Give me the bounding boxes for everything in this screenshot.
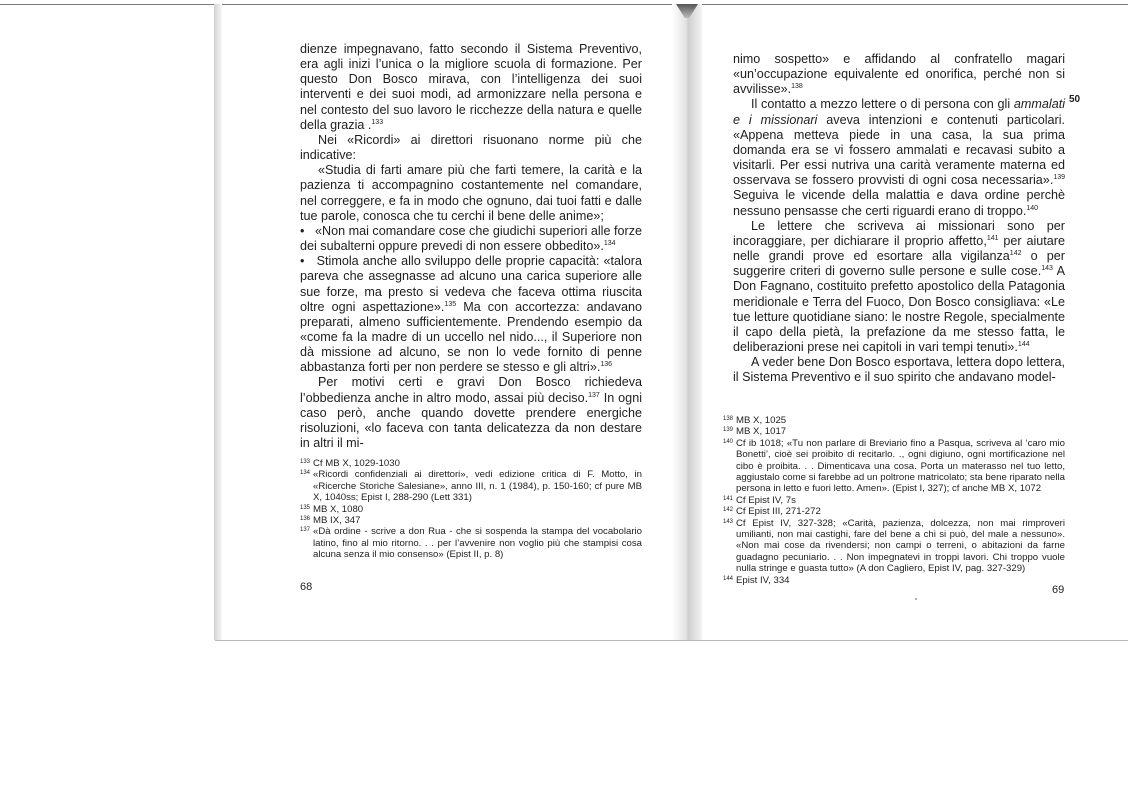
right-page-body [733,52,1065,385]
right-paragraph-1: nimo sospetto» e affidando al confratello magari «un’occupazione equivalente ed onorifica, perché non si avvilisse».$^{138}$ [733,52,1065,97]
footnote: 135 MB X, 1080 [300,503,364,515]
right-footnotes [723,415,1065,586]
right-paragraph-2: Il contatto a mezzo lettere o di persona con gli ammalati e i missionari aveva intenzioni e contenuti particolari. «Appena metteva piede in una casa, la sua prima domanda era se vi fossero ammalati e recavasi subito a visitarli. Per essi nutriva una carità veramente materna ed osservava se fossero provvisti di ogni cosa necessaria».$^{139}$ Seguiva le vicende della malattia e dava ordine perchè nessuno pensasse che certi riguardi erano di troppo.$^{140}$ [733,97,1065,218]
footnote: 134 «Ricordi confidenziali ai direttori», vedi edizione critica di F. Motto, in «Ricerche Storiche Salesiane», anno III, n. 1 (1984), p. 150-160; cf pure MB X, 1040ss; Epist I, 288-290 (Lett 331) [300,469,642,504]
left-page-body [300,42,642,451]
right-page-number: 69 [1052,584,1065,596]
left-paragraph-1: dienze impegnavano, fatto secondo il Sistema Preventivo, era agli inizi l’unica o la migliore scuola di formazione. Per questo Don Bosco mirava, con l’intelligenza dei suoi interventi e dei suoi modi, ad armonizzare nella persona e nel contesto del suo lavoro le ricchezze della natura e quelle della grazia .$^{133}$ [300,42,642,132]
footnote-ref: 136 [600,361,613,369]
left-quote-2: • «Non mai comandare cose che giudichi superiori alle forze dei subalterni oppure prevedi di non essere obbedito».$^{134}$ [300,223,642,254]
footnote: 144 Epist IV, 334 [723,574,790,586]
footnote: 141 Cf Epist IV, 7s [723,494,796,506]
footnote: 137 «Dà ordine - scrive a don Rua - che si sospenda la stampa del vocabolario latino, fino al mio ritorno. . . per l’avvenire non voglio più che stampisi cosa alcuna senza il mio consenso» (Epist II, p. 8) [300,526,642,561]
bullet-mark: • [300,223,305,238]
scan-bottom-edge [215,640,1128,641]
left-quote-1: «Studia di farti amare più che farti temere, la carità e la pazienza ti accompagnino costantemente nel comandare, nel correggere, e fa in modo che ognuno, dai tuoi fatti e dalle tue parole, conosca che tu cerchi il bene delle anime»; [300,163,642,223]
left-page-edge-shadow [214,4,222,640]
left-paragraph-2: Nei «Ricordi» ai direttori risuonano norme più che indicative: [300,132,642,163]
footnote-ref: 138 [791,83,803,91]
footnote-ref: 137 [588,391,600,399]
footnote-ref: 134 [603,240,616,248]
footnote-ref: 143 [1041,265,1053,273]
footnote-ref: 144 [1017,340,1030,348]
footnote-ref: 141 [986,234,999,242]
left-paragraph-4: Per motivi certi e gravi Don Bosco richiedeva l’obbedienza anche in altro modo, assai più deciso.$^{137}$ In ogni caso però, anche quando dovette prendere energiche risoluzioni, «lo faceva con tanta delicatezza da non destare in altri il mi- [300,375,642,451]
footnote-ref: 135 [444,300,457,308]
footnote: 138 MB X, 1025 [723,415,787,426]
footnote-ref: 139 [1053,174,1065,182]
footnote-ref: 140 [1026,204,1039,212]
margin-number: 50 [1069,94,1081,105]
left-paragraph-3: • Stimola anche allo sviluppo delle proprie capacità: «talora pareva che assegnasse ad alcuno una carica superiore alle sue forze, ma presto si vedeva che faceva ottima riuscita oltre ogni aspettazione».$^{135}$ Ma con accortezza: andavano preparati, almeno sufficientemente. Prendendo esempio da «come fa la madre di un uccello nel nido..., il Superiore non dà missione ad alcuno, se non lo vede fornito di penne abbastanza forti per non perdere se stesso e gli altri».$^{136}$ [300,254,642,375]
scan-speck [915,598,917,600]
footnote: 142 Cf Epist III, 271-272 [723,506,821,518]
footnote-ref: 133 [371,118,384,126]
footnote: 133 Cf MB X, 1029-1030 [300,458,400,469]
footnote: 139 MB X, 1017 [723,426,787,438]
footnote: 140 Cf ib 1018; «Tu non parlare di Breviario fino a Pasqua, scriveva al ‘caro mio Bonetti’, cioè sei proibito di recitarlo. ., ogni digiuno, ogni mortificazione nel cibo è proibita. . . Dimenticava una cosa. Porta un materasso nel tuo letto, aggiustalo come si farebbe ad un poltrone matricolato; sta bene riparato nella persona in letto e fuori letto. Amen». (Epist I, 327); cf anche MB X, 1072 [723,437,1065,495]
footnote-ref: 142 [1009,250,1022,258]
left-footnotes [300,458,642,561]
right-paragraph-3: Le lettere che scriveva ai missionari sono per incoraggiare, per dichiarare il proprio affetto,$^{141}$ per aiutare nelle grandi prove ed esortare alla vigilanza$^{142}$ o per suggerire criteri di governo sulle persone e sulle cose.$^{143}$ A Don Fagnano, costituito prefetto apostolico della Patagonia meridionale e Terra del Fuoco, Don Bosco consigliava: «Le tue letture quotidiane siano: le nostre Regole, specialmente il capo della pietà, la prefazione da me stesso fatta, le deliberazioni prese nei capitoli in vari tempi tenuti».$^{144}$ [733,218,1065,354]
footnote: 143 Cf Epist IV, 327-328; «Carità, pazienza, dolcezza, non mai rimproveri umilianti, non mai castighi, fare del bene a chi si può, del male a nessuno». «Non mai cose da rivendersi; non campi o terreni, o abitazioni da farne guadagno pecuniario. . . Non impegnatevi in troppi lavori. Chi troppo vuole nulla stringe e guasta tutto» (A don Cagliero, Epist IV, pag. 327-329) [723,517,1065,575]
right-paragraph-4: A veder bene Don Bosco esportava, lettera dopo lettera, il Sistema Preventivo e il suo spirito che andavano model- [733,355,1065,385]
scan-top-edge [0,4,1128,5]
bullet-mark: • [300,254,305,269]
footnote: 136 MB IX, 347 [300,515,361,527]
book-spine [672,4,702,640]
left-page-number: 68 [300,581,313,593]
